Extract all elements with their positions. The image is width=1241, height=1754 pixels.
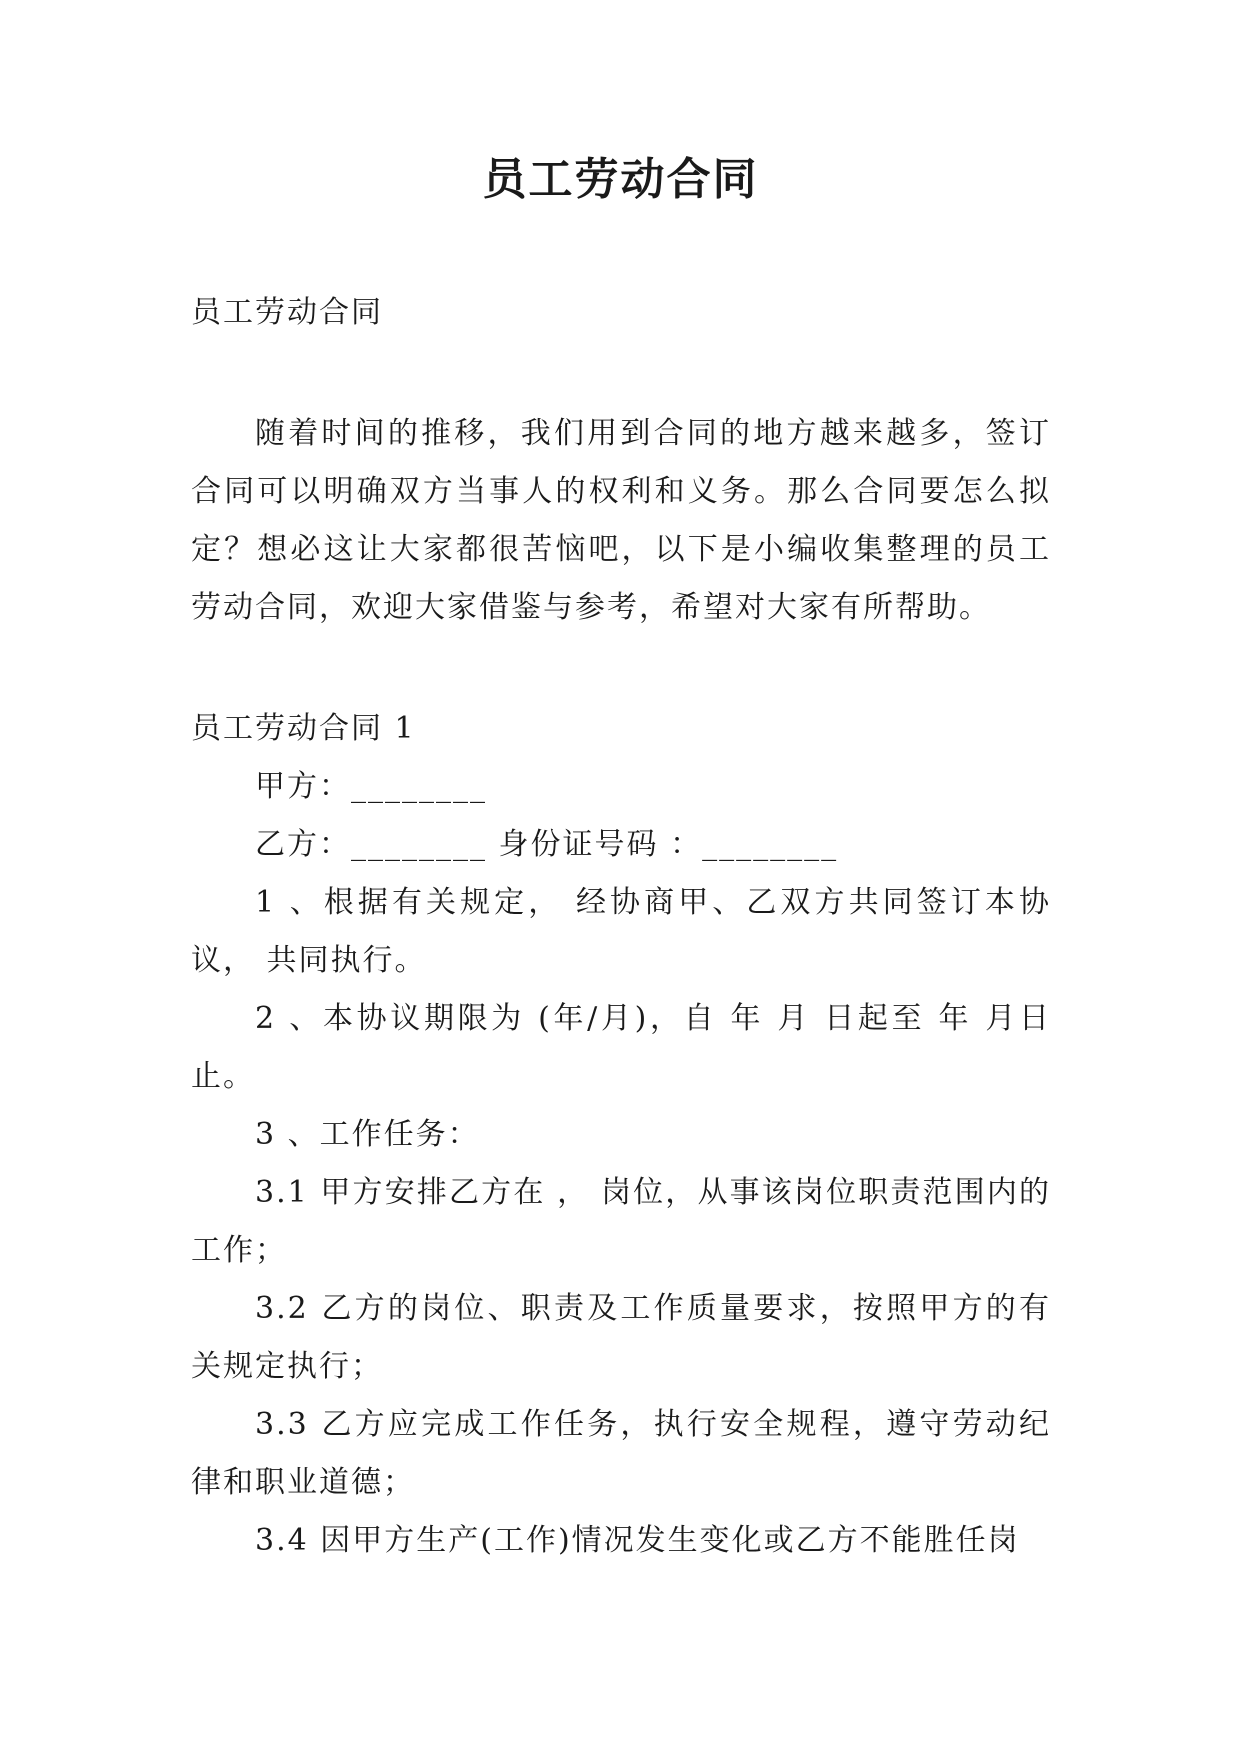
document-title: 员工劳动合同 <box>482 154 759 205</box>
clause-1: 1 、根据有关规定， 经协商甲、乙双方共同签订本协议， 共同执行。 <box>191 885 1051 978</box>
clause-2: 2 、本协议期限为 (年/月)，自 年 月 日起至 年 月日止。 <box>191 1001 1051 1094</box>
clause-3-3: 3.3 乙方应完成工作任务，执行安全规程，遵守劳动纪律和职业道德； <box>191 1407 1051 1500</box>
contract-section-1 <box>191 700 1051 1570</box>
clause-3: 3 、工作任务： <box>255 1117 480 1152</box>
section-title: 员工劳动合同 1 <box>191 711 416 746</box>
intro-paragraph: 随着时间的推移，我们用到合同的地方越来越多，签订合同可以明确双方当事人的权利和义务。那么合同要怎么拟定？想必这让大家都很苦恼吧，以下是小编收集整理的员工劳动合同，欢迎大家借鉴与参考，希望对大家有所帮助。 <box>191 416 1051 625</box>
party-b-line: 乙方：________ 身份证号码 ：________ <box>255 827 839 862</box>
party-a-line: 甲方：________ <box>255 769 487 804</box>
clause-3-2: 3.2 乙方的岗位、职责及工作质量要求，按照甲方的有关规定执行； <box>191 1291 1051 1384</box>
clause-3-4: 3.4 因甲方生产(工作)情况发生变化或乙方不能胜任岗 <box>255 1523 1020 1558</box>
document-subtitle: 员工劳动合同 <box>191 295 383 330</box>
clause-3-1: 3.1 甲方安排乙方在 ， 岗位，从事该岗位职责范围内的工作； <box>191 1175 1051 1268</box>
